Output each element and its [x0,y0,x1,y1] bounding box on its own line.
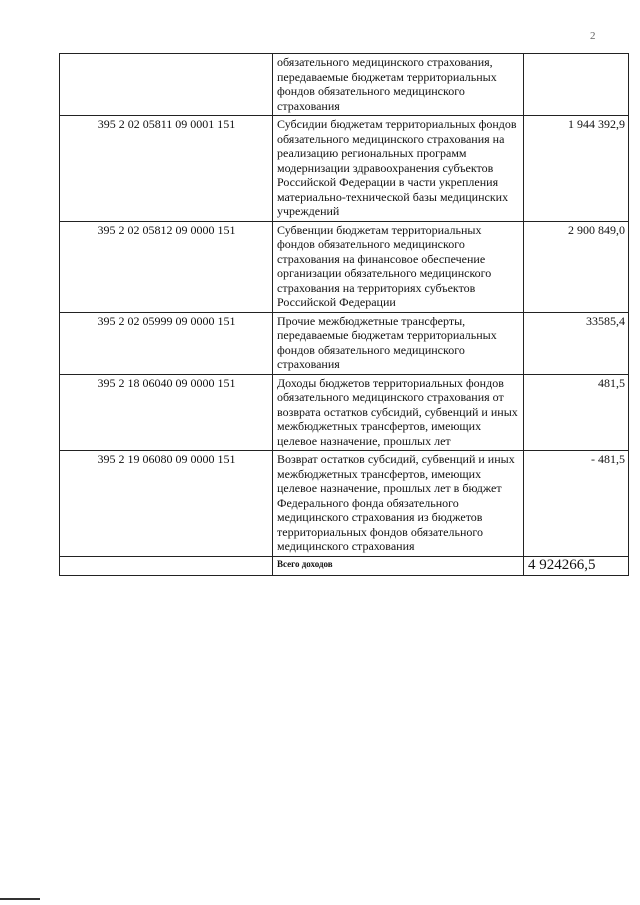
revenue-sum [524,54,629,116]
revenue-sum: 33585,4 [524,312,629,374]
revenue-name: Субсидии бюджетам территориальных фондов обязательного медицинского страхования на реализацию региональных программ модернизации здравоохранения субъектов Российской Федерации в части укрепления материально-технической базы медицинских учреждений [273,116,524,222]
total-sum: 4 924266,5 [524,556,629,575]
total-label: Всего доходов [273,556,524,575]
revenue-sum: 2 900 849,0 [524,221,629,312]
table-row [60,116,629,222]
revenue-code: 395 2 02 05812 09 0000 151 [60,221,273,312]
revenue-code: 395 2 02 05999 09 0000 151 [60,312,273,374]
revenue-name: Доходы бюджетов территориальных фондов обязательного медицинского страхования от возврата остатков субсидий, субвенций и иных межбюджетных трансфертов, имеющих целевое назначение, прошлых лет [273,374,524,451]
revenue-name: Прочие межбюджетные трансферты, передаваемые бюджетам территориальных фондов обязательного медицинского страхования [273,312,524,374]
revenue-code [60,54,273,116]
budget-revenue-table [59,53,629,576]
revenue-sum: - 481,5 [524,451,629,557]
table-row [60,451,629,557]
revenue-name: Возврат остатков субсидий, субвенций и иных межбюджетных трансфертов, имеющих целевое назначение, прошлых лет в бюджет Федерального фонда обязательного медицинского страхования из бюджетов территориальных фондов обязательного медицинского страхования [273,451,524,557]
revenue-code: 395 2 02 05811 09 0001 151 [60,116,273,222]
table-row [60,374,629,451]
table-row [60,312,629,374]
table-row [60,54,629,116]
total-row [60,556,629,575]
total-code-cell [60,556,273,575]
table-row [60,221,629,312]
revenue-code: 395 2 18 06040 09 0000 151 [60,374,273,451]
revenue-name: обязательного медицинского страхования, передаваемые бюджетам территориальных фондов обязательного медицинского страхования [273,54,524,116]
revenue-code: 395 2 19 06080 09 0000 151 [60,451,273,557]
scan-edge-mark [0,898,40,900]
revenue-name: Субвенции бюджетам территориальных фондов обязательного медицинского страхования на финансовое обеспечение организации обязательного медицинского страхования на территориях субъектов Российской Федерации [273,221,524,312]
revenue-sum: 481,5 [524,374,629,451]
page-number: 2 [590,30,596,42]
revenue-sum: 1 944 392,9 [524,116,629,222]
